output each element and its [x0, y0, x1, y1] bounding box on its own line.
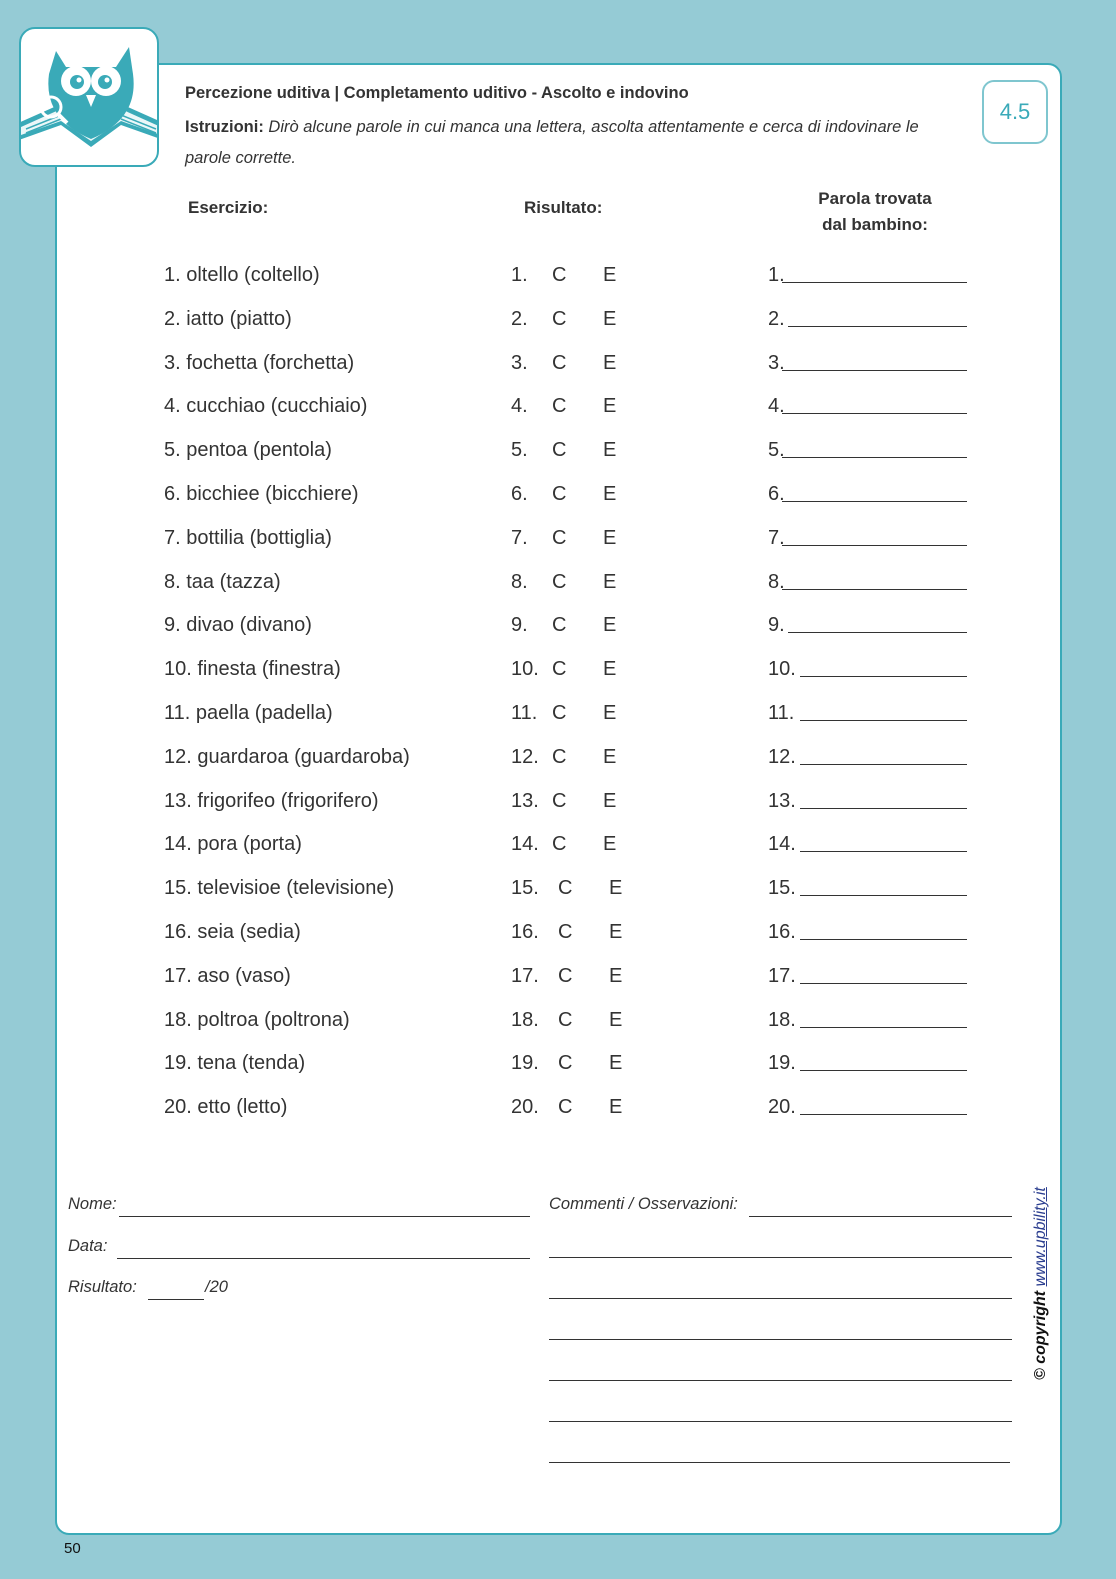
- result-number: 12.: [511, 746, 539, 768]
- result-number: 1.: [511, 264, 528, 286]
- result-number: 10.: [511, 658, 539, 680]
- result-correct-option[interactable]: C: [552, 702, 567, 724]
- date-field[interactable]: [117, 1258, 530, 1259]
- exercise-word: 9. divao (divano): [164, 614, 312, 636]
- table-row: [0, 917, 1116, 947]
- table-row: [0, 567, 1116, 597]
- result-error-option[interactable]: E: [603, 483, 617, 505]
- table-row: [0, 698, 1116, 728]
- page-title: Percezione uditiva | Completamento uditivo - Ascolto e indovino: [185, 84, 689, 102]
- answer-field[interactable]: [800, 983, 967, 984]
- answer-number: 20.: [768, 1096, 796, 1118]
- result-error-option[interactable]: E: [603, 264, 617, 286]
- exercise-word: 16. seia (sedia): [164, 921, 301, 943]
- copyright-prefix: © copyright: [1032, 1290, 1049, 1380]
- section-badge: 4.5: [982, 80, 1048, 144]
- answer-number: 12.: [768, 746, 796, 768]
- result-number: 18.: [511, 1009, 539, 1031]
- exercise-word: 12. guardaroa (guardaroba): [164, 746, 410, 768]
- answer-field[interactable]: [800, 1027, 967, 1028]
- comments-line-4[interactable]: [549, 1339, 1012, 1340]
- result-error-option[interactable]: E: [603, 352, 617, 374]
- exercise-word: 6. bicchiee (bicchiere): [164, 483, 359, 505]
- column-header-result: Risultato:: [524, 198, 603, 217]
- answer-field[interactable]: [800, 1114, 967, 1115]
- result-error-option[interactable]: E: [609, 1009, 623, 1031]
- exercise-word: 5. pentoa (pentola): [164, 439, 332, 461]
- result-error-option[interactable]: E: [603, 395, 617, 417]
- result-correct-option[interactable]: C: [552, 439, 567, 461]
- result-number: 17.: [511, 965, 539, 987]
- answer-field[interactable]: [800, 764, 967, 765]
- result-error-option[interactable]: E: [609, 921, 623, 943]
- exercise-word: 1. oltello (coltello): [164, 264, 320, 286]
- result-number: 11.: [511, 702, 538, 724]
- answer-number: 16.: [768, 921, 796, 943]
- exercise-word: 4. cucchiao (cucchiaio): [164, 395, 368, 417]
- exercise-word: 7. bottilia (bottiglia): [164, 527, 332, 549]
- table-row: [0, 610, 1116, 640]
- result-error-option[interactable]: E: [603, 790, 617, 812]
- table-row: [0, 260, 1116, 290]
- result-number: 4.: [511, 395, 528, 417]
- answer-field[interactable]: [800, 939, 967, 940]
- exercise-word: 2. iatto (piatto): [164, 308, 292, 330]
- answer-field[interactable]: [782, 501, 967, 502]
- answer-number: 14.: [768, 833, 796, 855]
- exercise-word: 15. televisioe (televisione): [164, 877, 395, 899]
- table-row: [0, 829, 1116, 859]
- result-number: 15.: [511, 877, 539, 899]
- exercise-word: 10. finesta (finestra): [164, 658, 341, 680]
- page-number: 50: [64, 1540, 81, 1557]
- result-error-option[interactable]: E: [603, 527, 617, 549]
- result-correct-option[interactable]: C: [558, 1052, 573, 1074]
- result-number: 7.: [511, 527, 528, 549]
- answer-field[interactable]: [782, 282, 967, 283]
- name-label: Nome:: [68, 1195, 117, 1213]
- result-correct-option[interactable]: C: [552, 395, 567, 417]
- result-error-option[interactable]: E: [609, 1096, 623, 1118]
- table-row: [0, 391, 1116, 421]
- result-number: 8.: [511, 571, 528, 593]
- comments-line-6[interactable]: [549, 1421, 1012, 1422]
- owl-reading-book-icon: [21, 29, 159, 167]
- logo: [19, 27, 159, 167]
- result-correct-option[interactable]: C: [552, 614, 567, 636]
- table-row: [0, 1005, 1116, 1035]
- table-row: [0, 786, 1116, 816]
- result-correct-option[interactable]: C: [552, 833, 567, 855]
- copyright-notice: [1032, 1187, 1050, 1380]
- answer-field[interactable]: [800, 720, 967, 721]
- answer-number: 3.: [768, 352, 785, 374]
- table-row: [0, 873, 1116, 903]
- table-row: [0, 348, 1116, 378]
- exercise-word: 11. paella (padella): [164, 702, 333, 724]
- exercise-word: 19. tena (tenda): [164, 1052, 306, 1074]
- answer-number: 11.: [768, 702, 795, 724]
- exercise-word: 13. frigorifeo (frigorifero): [164, 790, 379, 812]
- result-error-option[interactable]: E: [609, 965, 623, 987]
- result-number: 6.: [511, 483, 528, 505]
- table-row: [0, 961, 1116, 991]
- exercise-word: 3. fochetta (forchetta): [164, 352, 355, 374]
- result-correct-option[interactable]: C: [558, 1096, 573, 1118]
- column-header-found-word: [790, 186, 960, 238]
- table-row: [0, 1048, 1116, 1078]
- answer-field[interactable]: [782, 457, 967, 458]
- result-correct-option[interactable]: C: [558, 1009, 573, 1031]
- score-total: /20: [205, 1278, 228, 1296]
- instructions-label: Istruzioni:: [185, 118, 264, 136]
- result-error-option[interactable]: E: [603, 833, 617, 855]
- answer-field[interactable]: [800, 808, 967, 809]
- answer-number: 19.: [768, 1052, 796, 1074]
- answer-field[interactable]: [788, 632, 967, 633]
- answer-number: 4.: [768, 395, 785, 417]
- result-error-option[interactable]: E: [609, 877, 623, 899]
- answer-field[interactable]: [782, 545, 967, 546]
- result-correct-option[interactable]: C: [552, 790, 567, 812]
- table-row: [0, 1092, 1116, 1122]
- instructions: [185, 112, 955, 174]
- answer-number: 15.: [768, 877, 796, 899]
- score-field[interactable]: [148, 1299, 204, 1300]
- exercise-word: 8. taa (tazza): [164, 571, 281, 593]
- date-label: Data:: [68, 1237, 108, 1255]
- table-row: [0, 304, 1116, 334]
- instructions-text: Dirò alcune parole in cui manca una lettera, ascolta attentamente e cerca di indovinare le parole corrette.: [185, 118, 919, 167]
- result-number: 13.: [511, 790, 539, 812]
- answer-number: 7.: [768, 527, 785, 549]
- answer-field[interactable]: [788, 326, 967, 327]
- result-error-option[interactable]: E: [603, 614, 617, 636]
- answer-field[interactable]: [782, 589, 967, 590]
- result-number: 20.: [511, 1096, 539, 1118]
- table-row: [0, 479, 1116, 509]
- answer-number: 13.: [768, 790, 796, 812]
- answer-field[interactable]: [782, 413, 967, 414]
- result-number: 2.: [511, 308, 528, 330]
- comments-line-3[interactable]: [549, 1298, 1012, 1299]
- result-error-option[interactable]: E: [609, 1052, 623, 1074]
- comments-line-1[interactable]: [749, 1216, 1012, 1217]
- table-row: [0, 742, 1116, 772]
- answer-number: 8.: [768, 571, 785, 593]
- result-correct-option[interactable]: C: [552, 264, 567, 286]
- answer-field[interactable]: [800, 676, 967, 677]
- table-row: [0, 654, 1116, 684]
- result-correct-option[interactable]: C: [552, 308, 567, 330]
- result-correct-option[interactable]: C: [558, 877, 573, 899]
- result-correct-option[interactable]: C: [552, 483, 567, 505]
- copyright-link[interactable]: www.upbility.it: [1032, 1187, 1049, 1287]
- result-error-option[interactable]: E: [603, 746, 617, 768]
- result-error-option[interactable]: E: [603, 658, 617, 680]
- answer-number: 17.: [768, 965, 796, 987]
- result-error-option[interactable]: E: [603, 571, 617, 593]
- comments-label: Commenti / Osservazioni:: [549, 1195, 738, 1213]
- exercise-word: 20. etto (letto): [164, 1096, 288, 1118]
- result-correct-option[interactable]: C: [558, 965, 573, 987]
- column-header-exercise: Esercizio:: [188, 198, 269, 217]
- table-row: [0, 523, 1116, 553]
- result-correct-option[interactable]: C: [558, 921, 573, 943]
- result-number: 9.: [511, 614, 528, 636]
- answer-field[interactable]: [782, 370, 967, 371]
- exercise-word: 14. pora (porta): [164, 833, 302, 855]
- table-row: [0, 435, 1116, 465]
- result-error-option[interactable]: E: [603, 439, 617, 461]
- exercise-word: 17. aso (vaso): [164, 965, 291, 987]
- comments-line-5[interactable]: [549, 1380, 1012, 1381]
- result-correct-option[interactable]: C: [552, 746, 567, 768]
- result-correct-option[interactable]: C: [552, 571, 567, 593]
- result-number: 14.: [511, 833, 539, 855]
- answer-number: 1.: [768, 264, 785, 286]
- answer-number: 2.: [768, 308, 785, 330]
- result-correct-option[interactable]: C: [552, 352, 567, 374]
- result-error-option[interactable]: E: [603, 308, 617, 330]
- answer-field[interactable]: [800, 851, 967, 852]
- comments-line-7[interactable]: [549, 1462, 1010, 1463]
- column-header-found-line1: Parola trovata: [818, 189, 932, 208]
- name-field[interactable]: [119, 1216, 530, 1217]
- comments-line-2[interactable]: [549, 1257, 1012, 1258]
- score-label: Risultato:: [68, 1278, 137, 1296]
- result-number: 16.: [511, 921, 539, 943]
- answer-number: 9.: [768, 614, 785, 636]
- answer-number: 5.: [768, 439, 785, 461]
- result-number: 19.: [511, 1052, 539, 1074]
- result-number: 3.: [511, 352, 528, 374]
- result-error-option[interactable]: E: [603, 702, 617, 724]
- answer-number: 6.: [768, 483, 785, 505]
- answer-number: 18.: [768, 1009, 796, 1031]
- exercise-word: 18. poltroa (poltrona): [164, 1009, 350, 1031]
- result-correct-option[interactable]: C: [552, 658, 567, 680]
- answer-field[interactable]: [800, 1070, 967, 1071]
- result-correct-option[interactable]: C: [552, 527, 567, 549]
- column-header-found-line2: dal bambino:: [822, 215, 928, 234]
- result-number: 5.: [511, 439, 528, 461]
- answer-number: 10.: [768, 658, 796, 680]
- answer-field[interactable]: [800, 895, 967, 896]
